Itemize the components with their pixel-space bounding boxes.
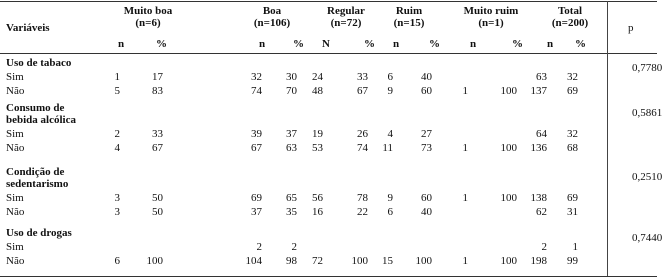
group-header-name: Boa bbox=[262, 5, 282, 17]
subheader-pct: % bbox=[364, 38, 375, 50]
table-cell: 26 bbox=[357, 128, 368, 140]
table-cell: 5 bbox=[114, 85, 120, 97]
table-cell: 2 bbox=[541, 241, 547, 253]
table-cell: 2 bbox=[114, 128, 120, 140]
table-cell: 104 bbox=[245, 255, 262, 267]
table-cell: 1 bbox=[462, 255, 468, 267]
table-cell: 11 bbox=[382, 142, 393, 154]
table-cell: 137 bbox=[530, 85, 547, 97]
subheader-n: n bbox=[259, 38, 266, 50]
group-header-n: (n=6) bbox=[135, 17, 161, 29]
group-header-n: (n=106) bbox=[253, 17, 291, 29]
table-cell: 100 bbox=[500, 85, 517, 97]
table-cell: 1 bbox=[462, 85, 468, 97]
table-cell: 63 bbox=[536, 71, 547, 83]
table-cell: 100 bbox=[500, 142, 517, 154]
section-title: sedentarismo bbox=[6, 178, 69, 190]
table-cell: 6 bbox=[114, 255, 120, 267]
table-cell: 53 bbox=[312, 142, 323, 154]
table-cell: 56 bbox=[312, 192, 323, 204]
table-cell: 15 bbox=[382, 255, 393, 267]
table-cell: 40 bbox=[421, 71, 432, 83]
table-cell: 50 bbox=[152, 192, 163, 204]
subheader-n: n bbox=[470, 38, 477, 50]
table-cell: 19 bbox=[312, 128, 323, 140]
table-cell: 83 bbox=[152, 85, 163, 97]
group-header-n: (n=200) bbox=[551, 17, 589, 29]
table-cell: 30 bbox=[286, 71, 297, 83]
table-cell: 62 bbox=[536, 206, 547, 218]
table-cell: 100 bbox=[415, 255, 432, 267]
table-cell: 69 bbox=[567, 85, 578, 97]
p-value: 0,2510 bbox=[632, 171, 662, 183]
rule-line bbox=[0, 1, 657, 2]
table-cell: 100 bbox=[500, 192, 517, 204]
table-cell: 70 bbox=[286, 85, 297, 97]
table-cell: 37 bbox=[286, 128, 297, 140]
p-value: 0,5861 bbox=[632, 107, 662, 119]
table-cell: 33 bbox=[152, 128, 163, 140]
table-cell: 3 bbox=[114, 192, 120, 204]
table-cell: 6 bbox=[387, 71, 393, 83]
table-cell: 32 bbox=[567, 128, 578, 140]
subheader-n: n bbox=[393, 38, 400, 50]
rule-line bbox=[0, 53, 657, 54]
section-title: Consumo de bbox=[6, 102, 65, 114]
section-title: Uso de tabaco bbox=[6, 57, 72, 69]
table-cell: 39 bbox=[251, 128, 262, 140]
row-label: Sim bbox=[6, 241, 24, 253]
row-label: Não bbox=[6, 85, 25, 97]
table-cell: 35 bbox=[286, 206, 297, 218]
table-cell: 67 bbox=[251, 142, 262, 154]
table-cell: 27 bbox=[421, 128, 432, 140]
table-cell: 31 bbox=[567, 206, 578, 218]
group-header-name: Muito ruim bbox=[463, 5, 519, 17]
group-header-name: Muito boa bbox=[123, 5, 173, 17]
group-header-n: (n=1) bbox=[478, 17, 504, 29]
table-cell: 69 bbox=[567, 192, 578, 204]
row-label: Sim bbox=[6, 71, 24, 83]
table-cell: 99 bbox=[567, 255, 578, 267]
group-header-name: Regular bbox=[327, 5, 365, 17]
table-cell: 9 bbox=[387, 85, 393, 97]
table-cell: 78 bbox=[357, 192, 368, 204]
subheader-pct: % bbox=[156, 38, 167, 50]
table-cell: 32 bbox=[251, 71, 262, 83]
section-title: bebida alcólica bbox=[6, 114, 76, 126]
table-cell: 67 bbox=[357, 85, 368, 97]
table-cell: 50 bbox=[152, 206, 163, 218]
table-cell: 73 bbox=[421, 142, 432, 154]
table-cell: 63 bbox=[286, 142, 297, 154]
group-header-n: (n=72) bbox=[330, 17, 362, 29]
table-cell: 6 bbox=[387, 206, 393, 218]
subheader-pct: % bbox=[575, 38, 586, 50]
table-cell: 198 bbox=[530, 255, 547, 267]
table-cell: 1 bbox=[462, 142, 468, 154]
table-cell: 17 bbox=[152, 71, 163, 83]
subheader-pct: % bbox=[293, 38, 304, 50]
section-title: Condição de bbox=[6, 166, 65, 178]
table-cell: 100 bbox=[500, 255, 517, 267]
subheader-n: n bbox=[547, 38, 554, 50]
table-cell: 24 bbox=[312, 71, 323, 83]
table-cell: 60 bbox=[421, 85, 432, 97]
table-cell: 48 bbox=[312, 85, 323, 97]
table-cell: 136 bbox=[530, 142, 547, 154]
table-cell: 16 bbox=[312, 206, 323, 218]
row-label: Sim bbox=[6, 128, 24, 140]
group-header-n: (n=15) bbox=[393, 17, 425, 29]
row-label: Sim bbox=[6, 192, 24, 204]
table-cell: 32 bbox=[567, 71, 578, 83]
p-value: 0,7780 bbox=[632, 62, 662, 74]
table-cell: 4 bbox=[387, 128, 393, 140]
table-cell: 1 bbox=[572, 241, 578, 253]
table-cell: 40 bbox=[421, 206, 432, 218]
p-column-header: p bbox=[628, 22, 634, 34]
table-cell: 22 bbox=[357, 206, 368, 218]
table-cell: 3 bbox=[114, 206, 120, 218]
table-cell: 33 bbox=[357, 71, 368, 83]
row-label: Não bbox=[6, 255, 25, 267]
table-cell: 4 bbox=[114, 142, 120, 154]
table-cell: 72 bbox=[312, 255, 323, 267]
table-cell: 74 bbox=[357, 142, 368, 154]
table-cell: 37 bbox=[251, 206, 262, 218]
subheader-pct: % bbox=[512, 38, 523, 50]
table-cell: 1 bbox=[114, 71, 120, 83]
table-cell: 68 bbox=[567, 142, 578, 154]
table-cell: 100 bbox=[351, 255, 368, 267]
variable-column-header: Variáveis bbox=[6, 22, 50, 34]
subheader-n: n bbox=[118, 38, 125, 50]
table-cell: 1 bbox=[462, 192, 468, 204]
section-title: Uso de drogas bbox=[6, 227, 72, 239]
row-label: Não bbox=[6, 206, 25, 218]
table-cell: 69 bbox=[251, 192, 262, 204]
table-cell: 67 bbox=[152, 142, 163, 154]
table-cell: 98 bbox=[286, 255, 297, 267]
table-cell: 2 bbox=[291, 241, 297, 253]
table-cell: 138 bbox=[530, 192, 547, 204]
row-label: Não bbox=[6, 142, 25, 154]
subheader-pct: % bbox=[429, 38, 440, 50]
table-cell: 100 bbox=[146, 255, 163, 267]
table-cell: 64 bbox=[536, 128, 547, 140]
table-cell: 60 bbox=[421, 192, 432, 204]
column-divider bbox=[607, 1, 608, 276]
table-cell: 9 bbox=[387, 192, 393, 204]
table-cell: 65 bbox=[286, 192, 297, 204]
table-cell: 2 bbox=[256, 241, 262, 253]
p-value: 0,7440 bbox=[632, 232, 662, 244]
group-header-name: Total bbox=[557, 5, 583, 17]
subheader-n: N bbox=[322, 38, 330, 50]
group-header-name: Ruim bbox=[395, 5, 423, 17]
table-cell: 74 bbox=[251, 85, 262, 97]
